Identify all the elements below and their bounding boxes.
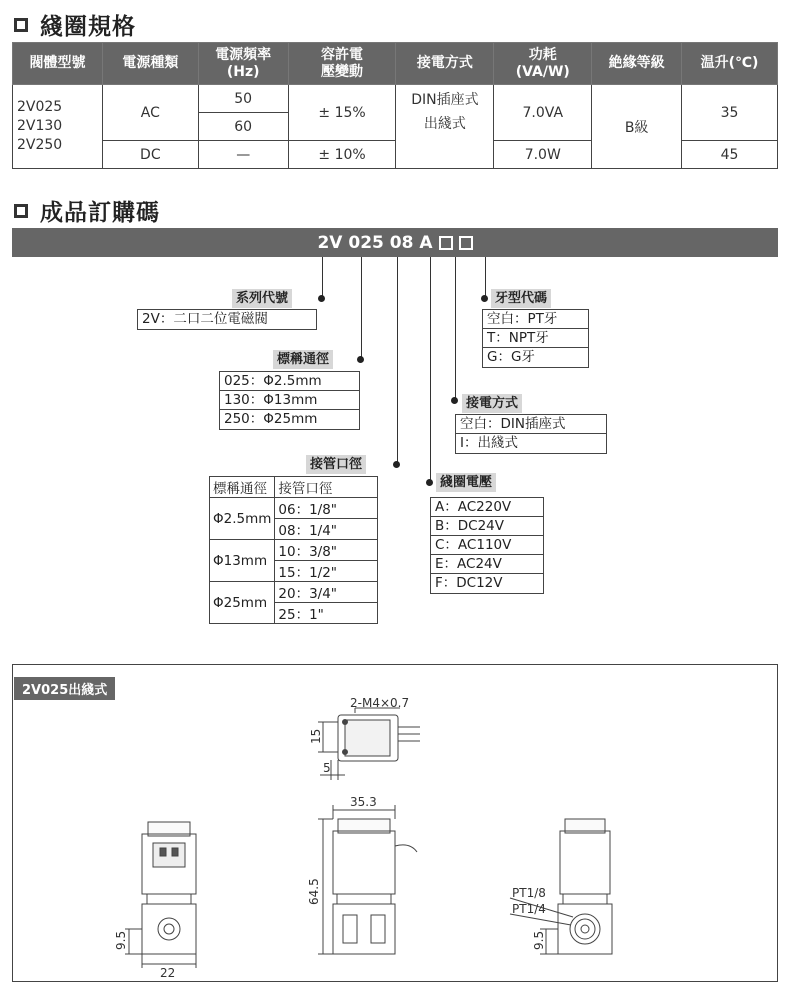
bore-cell: Φ13mm — [210, 540, 275, 582]
series-code-label: 系列代號 — [232, 289, 292, 308]
temperature-rise-cell: 45 — [682, 141, 778, 169]
right-view-coil — [560, 831, 610, 894]
port-cell: 06：1/8" — [275, 498, 378, 519]
list-item: F：DC12V — [435, 575, 503, 591]
left-view-neck — [147, 894, 191, 904]
insulation-cell: B級 — [592, 85, 682, 169]
list-item: B：DC24V — [431, 517, 543, 536]
nominal-bore-label: 標稱通徑 — [273, 350, 333, 369]
model-name: 2V025 — [17, 99, 63, 115]
drawing-tag: 2V025出綫式 — [14, 677, 115, 700]
header-cell: 絶緣等級 — [592, 43, 682, 85]
dimension-22: 22 — [160, 966, 176, 980]
list-item: 空白：PT牙 — [483, 310, 588, 329]
header-cell: 接電方式 — [396, 43, 494, 85]
voltage-variation-cell: ± 15% — [288, 85, 396, 141]
list-item: C：AC110V — [431, 536, 543, 555]
port-size-label: 接管口徑 — [306, 455, 366, 474]
dimension-35-3: 35.3 — [350, 795, 377, 809]
left-view-body — [142, 904, 196, 954]
power-type-ac: AC — [102, 85, 198, 141]
header-cell: 電源頻率 (Hz) — [198, 43, 288, 85]
power-consumption-cell: 7.0W — [494, 141, 592, 169]
temperature-rise-cell: 35 — [682, 85, 778, 141]
list-item: I：出綫式 — [460, 435, 518, 451]
thread-pt18: PT1/8 — [512, 886, 546, 900]
connection-type-label: 接電方式 — [462, 394, 522, 413]
port-cell: 20：3/4" — [275, 582, 378, 603]
right-view-body — [558, 904, 612, 954]
left-view-connector — [153, 843, 185, 867]
header-cell: 閥體型號 — [13, 43, 103, 85]
list-item: E：AC24V — [431, 555, 543, 574]
bore-cell: Φ2.5mm — [210, 498, 275, 540]
top-view-inner — [345, 720, 390, 756]
dimension-15: 15 — [309, 728, 323, 744]
connection-wire-cell: 出綫式 — [396, 113, 494, 169]
header-cell: 功耗 (VA/W) — [494, 43, 592, 85]
section-title: 綫圈規格 — [40, 14, 136, 40]
list-item: 130：Φ13mm — [220, 391, 359, 410]
frequency-cell: 60 — [198, 113, 288, 141]
dimension-9-5-left: 9.5 — [114, 930, 128, 950]
voltage-variation-cell: ± 10% — [288, 141, 396, 169]
list-item: T：NPT牙 — [483, 329, 588, 348]
header-cell: 接管口徑 — [275, 477, 378, 498]
thread-type-label: 牙型代碼 — [491, 289, 551, 308]
port-cell: 08：1/4" — [275, 519, 378, 540]
header-cell: 容許電 壓變動 — [288, 43, 396, 85]
header-cell: 温升(℃) — [682, 43, 778, 85]
list-item: 250：Φ25mm — [224, 411, 318, 427]
port-cell: 15：1/2" — [275, 561, 378, 582]
coil-voltage-label: 綫圈電壓 — [436, 473, 496, 492]
dimension-9-5-right: 9.5 — [532, 930, 546, 950]
list-item: 025：Φ2.5mm — [220, 372, 359, 391]
dimension-5: 5 — [323, 761, 331, 775]
model-name: 2V130 — [17, 118, 63, 134]
section-title: 成品訂購碼 — [40, 200, 160, 226]
top-view-wires — [398, 727, 420, 741]
connection-din-cell: DIN插座式 — [396, 85, 494, 113]
port-cell: 10：3/8" — [275, 540, 378, 561]
screw-dimension: 2-M4×0.7 — [350, 696, 410, 710]
power-type-dc: DC — [102, 141, 198, 169]
thread-pt14: PT1/4 — [512, 902, 546, 916]
side-view-coil — [333, 831, 395, 894]
frequency-cell: — — [198, 141, 288, 169]
port-cell: 25：1" — [275, 603, 378, 624]
list-item: 空白：DIN插座式 — [456, 415, 606, 434]
order-code-text: 2V 025 08 A — [317, 232, 433, 253]
dimension-64-5: 64.5 — [307, 878, 321, 905]
header-cell: 電源種類 — [102, 43, 198, 85]
header-cell: 標稱通徑 — [210, 477, 275, 498]
model-name: 2V250 — [17, 137, 63, 153]
list-item: G：G牙 — [487, 349, 535, 365]
frequency-cell: 50 — [198, 85, 288, 113]
side-view-body — [333, 904, 395, 954]
side-view-wire — [395, 845, 417, 852]
list-item: A：AC220V — [431, 498, 543, 517]
list-item: 2V：二口二位電磁閥 — [142, 311, 268, 327]
bore-cell: Φ25mm — [210, 582, 275, 624]
power-consumption-cell: 7.0VA — [494, 85, 592, 141]
